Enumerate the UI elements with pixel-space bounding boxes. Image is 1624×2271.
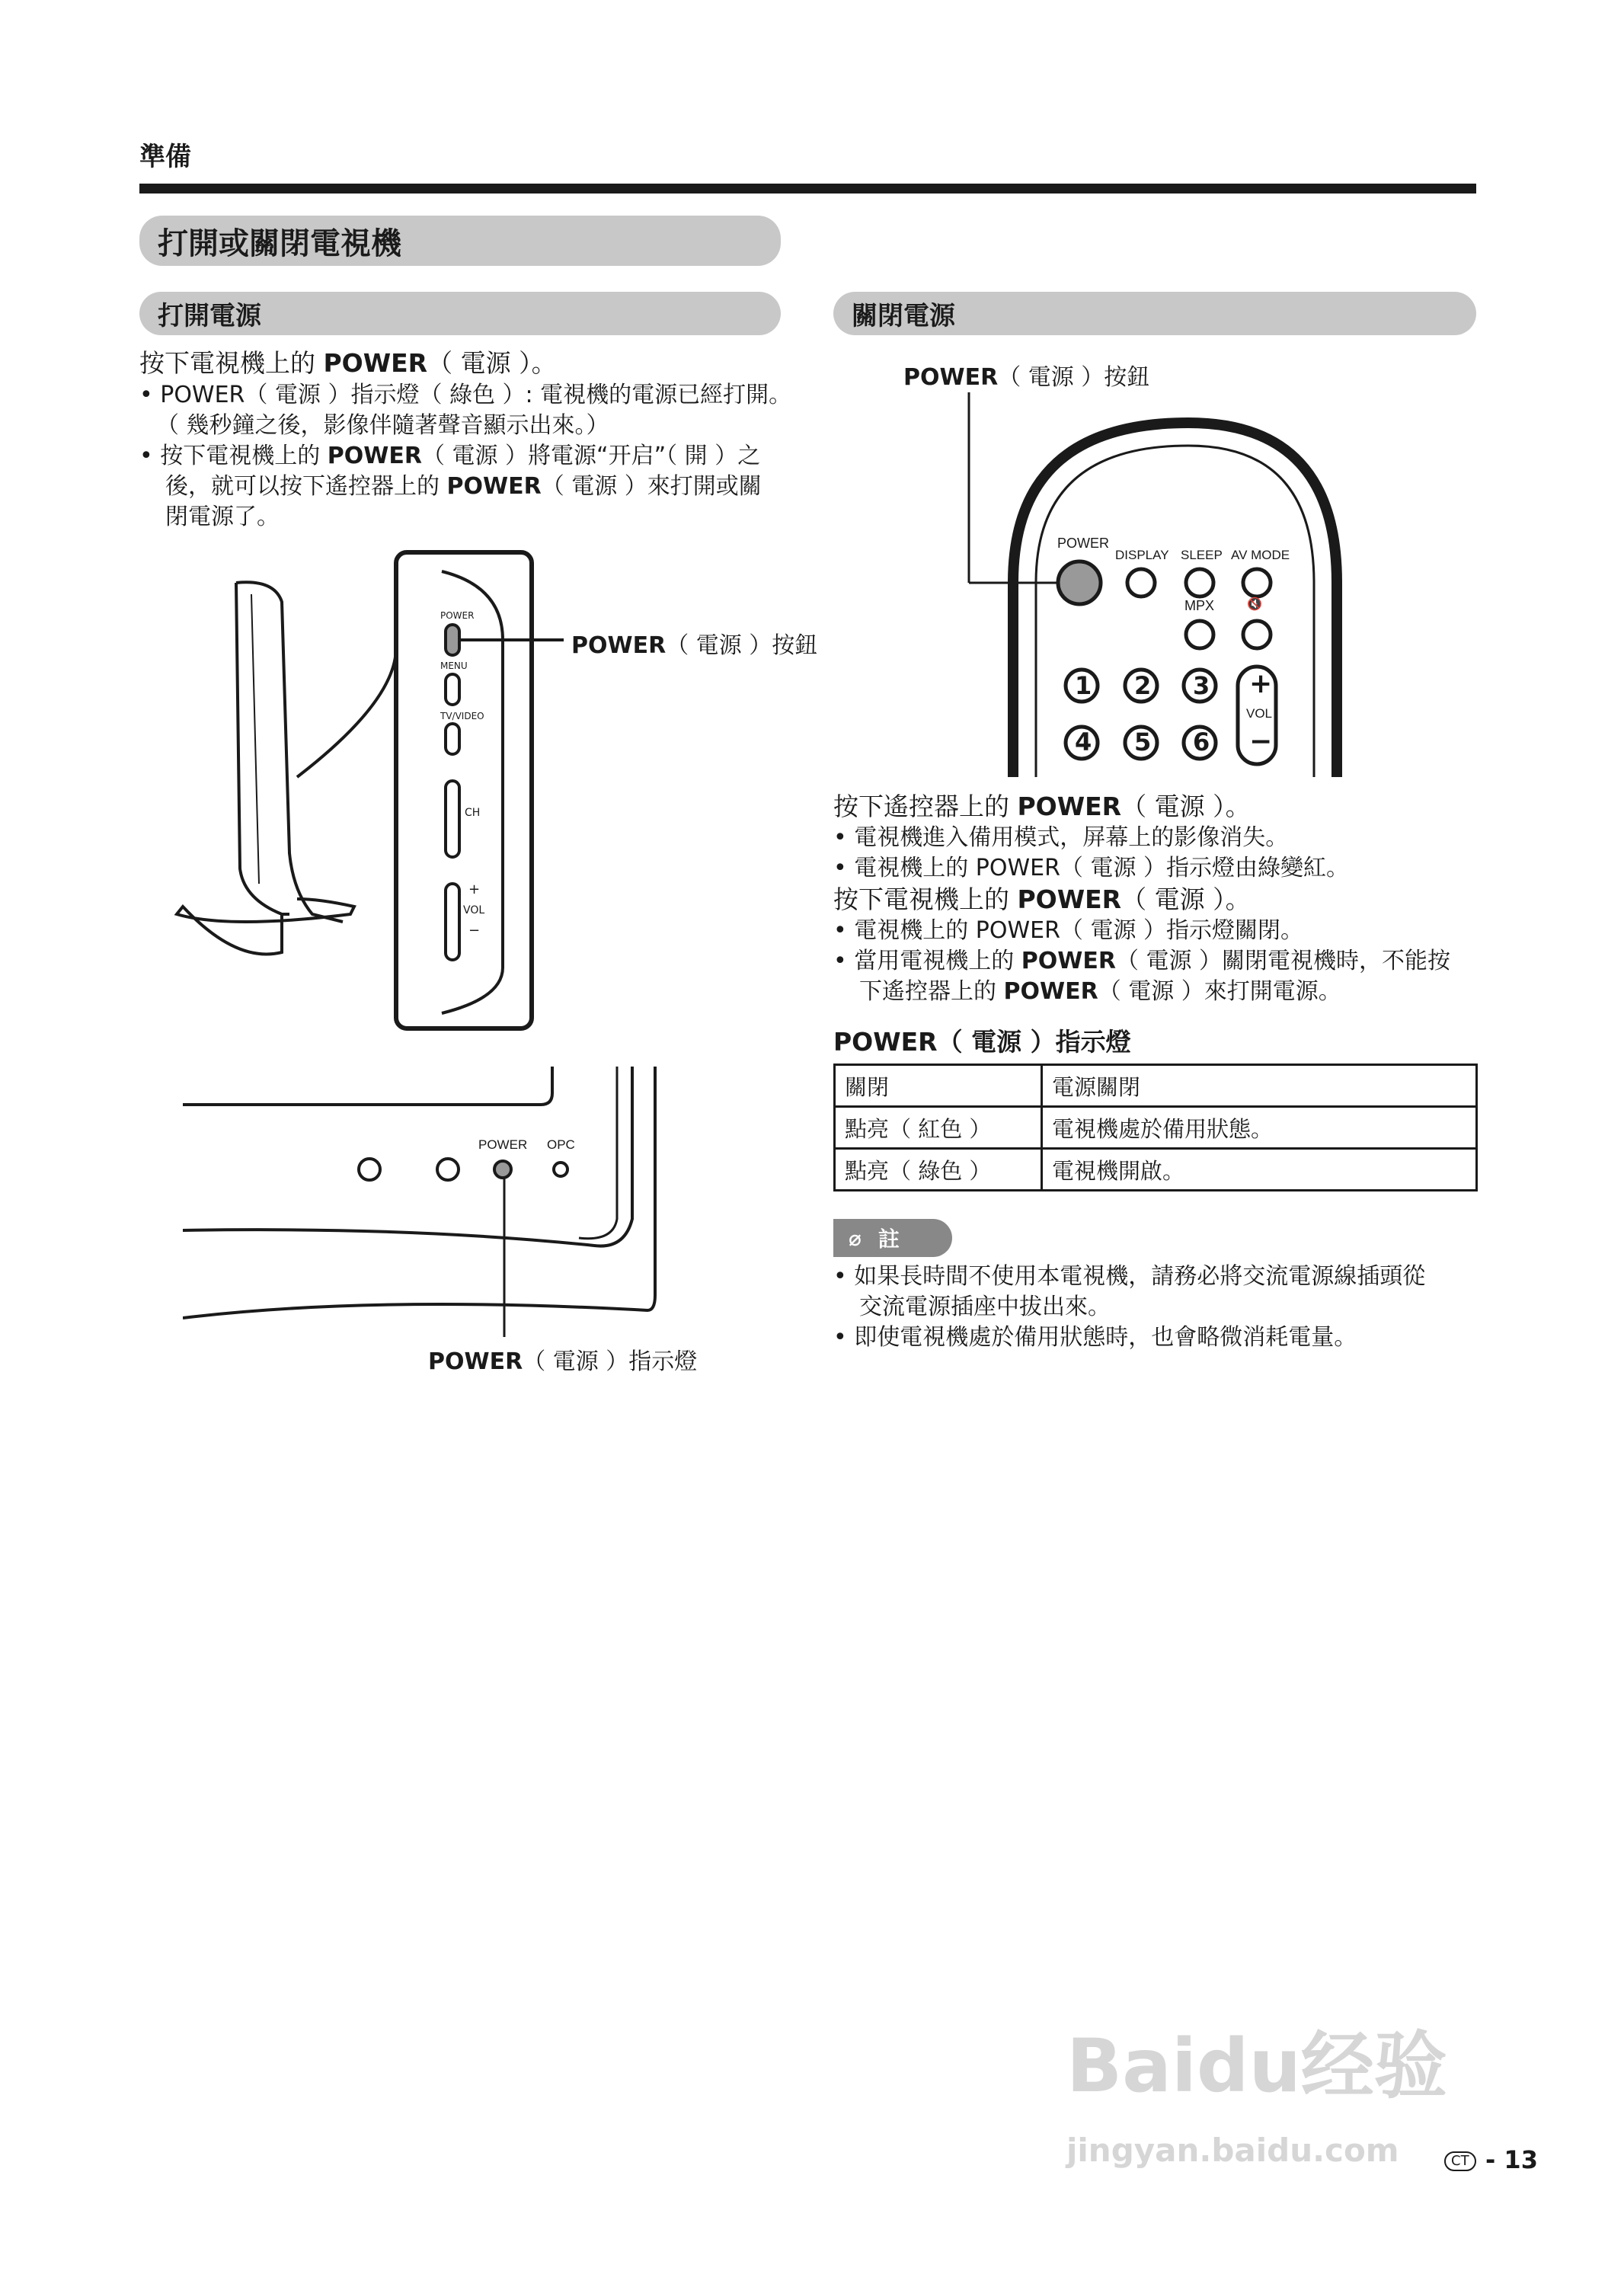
power-on-heading: 打開電源: [139, 292, 781, 335]
tv-side-illustration: [168, 549, 564, 1036]
page-number: - 13: [1485, 2145, 1538, 2174]
table-cell: 電視機處於備用狀態。: [1042, 1107, 1477, 1149]
text-line: 按下電視機上的 POWER（ 電源 ）。: [833, 884, 1251, 914]
text-line: 按下遙控器上的 POWER（ 電源 ）。: [833, 792, 1251, 821]
table-cell: 電視機開啟。: [1042, 1149, 1477, 1191]
remote-vol-plus: +: [1249, 668, 1273, 699]
watermark-brand: Baidu经验: [1066, 2023, 1447, 2109]
watermark-url: jingyan.baidu.com: [1066, 2132, 1399, 2169]
remote-control-illustration: [960, 392, 1356, 777]
front-label-opc: OPC: [547, 1137, 575, 1152]
remote-label-vol: VOL: [1246, 706, 1273, 721]
indicator-table-title: POWER（ 電源 ）指示燈: [833, 1027, 1131, 1057]
side-label-minus: −: [468, 923, 481, 939]
side-label-ch: CH: [465, 807, 481, 819]
front-label-power: POWER: [478, 1137, 528, 1152]
side-label-menu: MENU: [440, 661, 468, 671]
language-badge: CT: [1444, 2151, 1476, 2171]
remote-key-5: 5: [1134, 728, 1152, 756]
text-line: • POWER（ 電源 ）指示燈（ 綠色 ）: 電視機的電源已經打開。: [139, 382, 792, 408]
remote-key-2: 2: [1134, 671, 1152, 700]
callout-power-indicator: POWER（ 電源 ）指示燈: [428, 1348, 698, 1375]
remote-label-mpx: MPX: [1184, 598, 1215, 613]
paperclip-icon: ⌀: [849, 1225, 862, 1251]
callout-remote-power-button: POWER（ 電源 ）按鈕: [903, 364, 1150, 391]
text-line: （ 幾秒鐘之後，影像伴隨著聲音顯示出來。）: [156, 412, 609, 439]
indicator-table: [833, 1064, 1478, 1191]
remote-label-avmode: AV MODE: [1231, 548, 1290, 562]
side-label-plus: +: [468, 881, 481, 897]
text-line: • 電視機上的 POWER（ 電源 ）指示燈由綠變紅。: [833, 855, 1350, 881]
callout-power-button: POWER（ 電源 ）按鈕: [571, 632, 818, 659]
remote-label-sleep: SLEEP: [1181, 548, 1223, 562]
remote-label-display: DISPLAY: [1115, 548, 1169, 562]
table-cell: 關閉: [835, 1065, 1042, 1107]
remote-key-4: 4: [1075, 728, 1092, 756]
mute-icon: 🔇: [1247, 597, 1262, 611]
section-label: 準備: [139, 142, 191, 172]
power-off-text: [833, 791, 1450, 1007]
table-cell: 點亮（ 紅色 ）: [835, 1107, 1042, 1149]
table-row: [835, 1065, 1477, 1107]
side-label-power: POWER: [440, 610, 475, 621]
remote-key-3: 3: [1193, 671, 1210, 700]
header-rule: [139, 184, 1476, 194]
text-line: • 電視機進入備用模式，屏幕上的影像消失。: [833, 824, 1289, 851]
text-line: 閉電源了。: [165, 504, 280, 530]
note-line: 交流電源插座中拔出來。: [859, 1294, 1111, 1320]
text-line: • 電視機上的 POWER（ 電源 ）指示燈關閉。: [833, 917, 1304, 944]
table-cell: 點亮（ 綠色 ）: [835, 1149, 1042, 1191]
text-line: 按下電視機上的 POWER（ 電源 ）。: [139, 348, 557, 378]
remote-label-power: POWER: [1057, 536, 1110, 551]
note-badge: ⌀ 註: [833, 1219, 952, 1257]
side-label-vol: VOL: [463, 904, 485, 916]
remote-key-1: 1: [1075, 671, 1092, 700]
power-on-text: [139, 347, 791, 533]
power-off-heading: 關閉電源: [833, 292, 1476, 335]
tv-front-illustration: [183, 1067, 670, 1356]
note-line: • 如果長時間不使用本電視機，請務必將交流電源線插頭從: [833, 1263, 1426, 1290]
table-cell: 電源關閉: [1042, 1065, 1477, 1107]
remote-key-6: 6: [1193, 728, 1210, 756]
notes: [833, 1262, 1425, 1353]
main-heading: 打開或關閉電視機: [139, 216, 781, 266]
text-line: • 按下電視機上的 POWER（ 電源 ）將電源“开启”（ 開 ）之: [139, 443, 761, 469]
text-line: • 當用電視機上的 POWER（ 電源 ）關閉電視機時，不能按: [833, 948, 1451, 974]
table-row: [835, 1107, 1477, 1149]
text-line: 下遙控器上的 POWER（ 電源 ）來打開電源。: [859, 978, 1341, 1005]
side-label-tvvideo: TV/VIDEO: [440, 711, 484, 721]
remote-vol-minus: −: [1249, 726, 1273, 757]
note-line: • 即使電視機處於備用狀態時，也會略微消耗電量。: [833, 1324, 1357, 1351]
text-line: 後，就可以按下遙控器上的 POWER（ 電源 ）來打開或關: [165, 473, 762, 500]
table-row: [835, 1149, 1477, 1191]
